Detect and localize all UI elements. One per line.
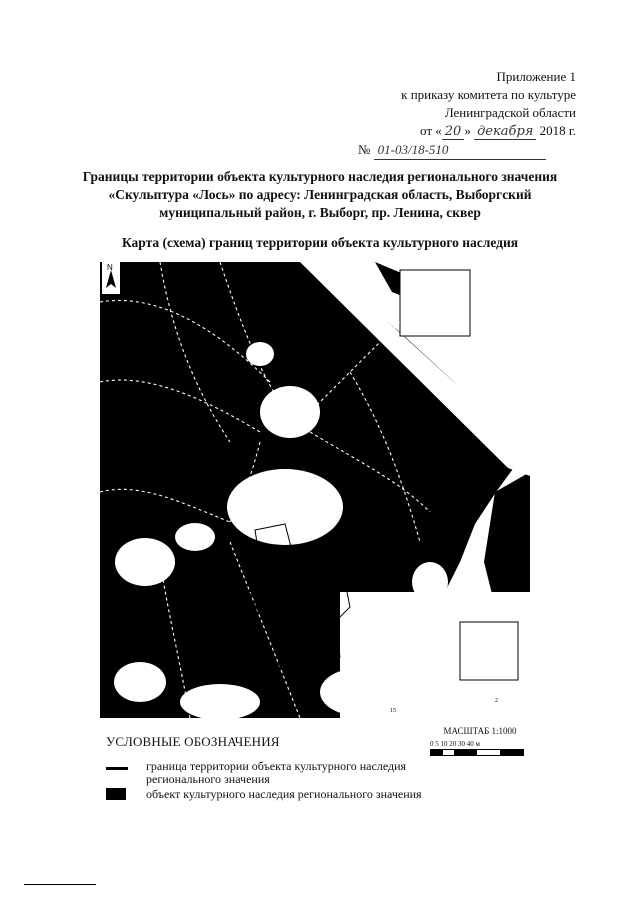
title-line-3: муниципальный район, г. Выборг, пр. Ленина, сквер xyxy=(159,205,481,220)
date-mid: » xyxy=(464,123,471,138)
number-prefix: № xyxy=(358,142,371,157)
clearing xyxy=(246,342,274,366)
clearing xyxy=(260,386,320,438)
legend-item-boundary-line2: регионального значения xyxy=(146,772,270,786)
building-number: 2 xyxy=(495,698,498,704)
legend-heading: УСЛОВНЫЕ ОБОЗНАЧЕНИЯ xyxy=(106,734,280,749)
building-outline xyxy=(400,270,470,336)
clearing xyxy=(175,523,215,551)
annex-block xyxy=(276,68,576,160)
legend-item-heritage: объект культурного наследия регионального значения xyxy=(146,787,422,801)
footnote-rule xyxy=(24,884,96,885)
annex-line-2: к приказу комитета по культуре xyxy=(401,87,576,102)
building-number: 15 xyxy=(390,708,396,714)
annex-date-line xyxy=(276,122,576,141)
date-month: декабря xyxy=(474,124,536,140)
scale-ticks: 0 5 10 20 30 40 м xyxy=(430,740,480,748)
annex-line-3: Ленинградской области xyxy=(444,105,576,120)
clearing xyxy=(227,469,343,545)
north-label: N xyxy=(107,263,113,272)
annex-line-1: Приложение 1 xyxy=(496,69,576,84)
date-day: 20 xyxy=(442,124,465,140)
clearing xyxy=(114,662,166,702)
legend-item-boundary-line1: граница территории объекта культурного наследия xyxy=(146,759,407,773)
clearing xyxy=(115,538,175,586)
document-title xyxy=(60,168,580,222)
scale-unit: м xyxy=(475,740,480,748)
date-prefix: от « xyxy=(420,123,442,138)
boundary-map xyxy=(100,262,530,718)
title-line-2: «Скульптура «Лось» по адресу: Ленинградская область, Выборгский xyxy=(108,187,532,202)
scale-bar xyxy=(430,749,524,756)
map-canvas xyxy=(100,262,530,718)
order-number: 01-03/18-510 xyxy=(374,141,546,160)
map-title: Карта (схема) границ территории объекта культурного наследия xyxy=(121,235,519,250)
scale-label: МАСШТАБ 1:1000 xyxy=(443,726,517,736)
building-outline xyxy=(340,592,530,718)
legend-heritage-symbol xyxy=(106,788,126,800)
legend-boundary-symbol xyxy=(106,767,128,770)
legend-item-boundary xyxy=(146,760,406,786)
annex-number-line xyxy=(276,141,576,160)
title-line-1: Границы территории объекта культурного наследия регионального значения xyxy=(82,169,558,184)
scale-block xyxy=(430,726,530,756)
date-year: 2018 г. xyxy=(539,123,576,138)
building-number: 4 xyxy=(309,593,312,599)
